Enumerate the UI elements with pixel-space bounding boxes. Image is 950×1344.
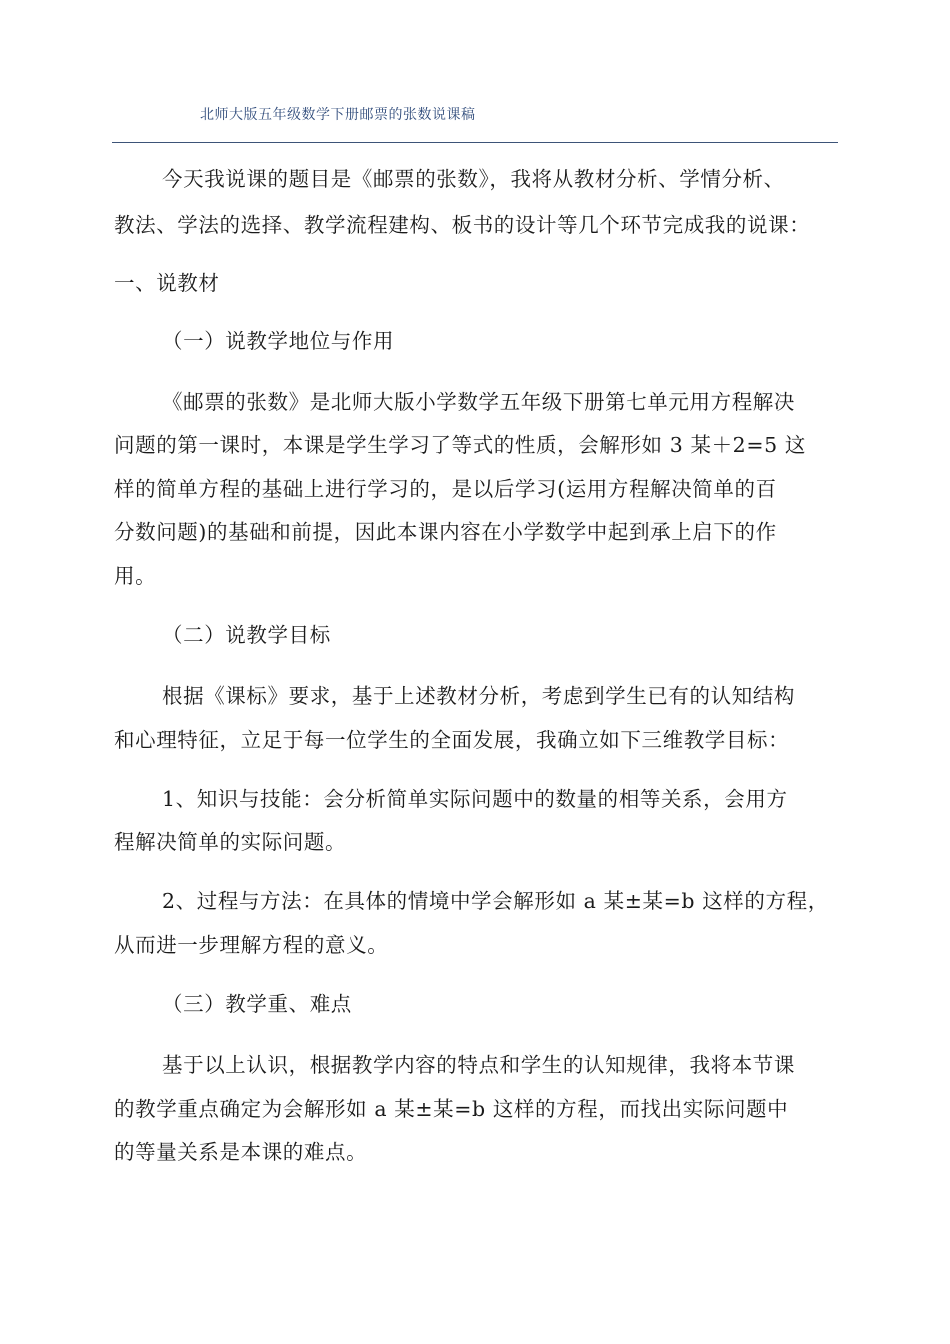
paragraph-line: 和心理特征，立足于每一位学生的全面发展，我确立如下三维教学目标： [114,728,790,752]
paragraph-line: 从而进一步理解方程的意义。 [114,933,389,957]
section-heading: 一、说教材 [114,271,220,295]
paragraph-line: 教法、学法的选择、教学流程建构、板书的设计等几个环节完成我的说课： [114,213,811,237]
document-header-title: 北师大版五年级数学下册邮票的张数说课稿 [200,107,476,123]
paragraph-line: 1、知识与技能：会分析简单实际问题中的数量的相等关系，会用方 [162,787,788,811]
subsection-heading: （一）说教学地位与作用 [162,329,395,353]
paragraph-line: 今天我说课的题目是《邮票的张数》，我将从教材分析、学情分析、 [162,167,785,191]
paragraph-line: 问题的第一课时，本课是学生学习了等式的性质，会解形如 3 某＋2=5 这 [114,433,806,457]
paragraph-line: 根据《课标》要求，基于上述教材分析，考虑到学生已有的认知结构 [162,684,795,708]
paragraph-line: 基于以上认识，根据教学内容的特点和学生的认知规律，我将本节课 [162,1053,795,1077]
header-divider [112,142,838,143]
paragraph-line: 用。 [114,564,157,588]
subsection-heading: （二）说教学目标 [162,623,331,647]
paragraph-line: 的等量关系是本课的难点。 [114,1140,368,1164]
paragraph-line: 样的简单方程的基础上进行学习的，是以后学习(运用方程解决简单的百 [114,477,777,501]
paragraph-line: 2、过程与方法：在具体的情境中学会解形如 a 某±某=b 这样的方程， [162,889,829,913]
paragraph-line: 的教学重点确定为会解形如 a 某±某=b 这样的方程，而找出实际问题中 [114,1097,789,1121]
paragraph-line: 《邮票的张数》是北师大版小学数学五年级下册第七单元用方程解决 [162,390,795,414]
paragraph-line: 程解决简单的实际问题。 [114,830,347,854]
subsection-heading: （三）教学重、难点 [162,992,352,1016]
paragraph-line: 分数问题)的基础和前提，因此本课内容在小学数学中起到承上启下的作 [114,520,777,544]
